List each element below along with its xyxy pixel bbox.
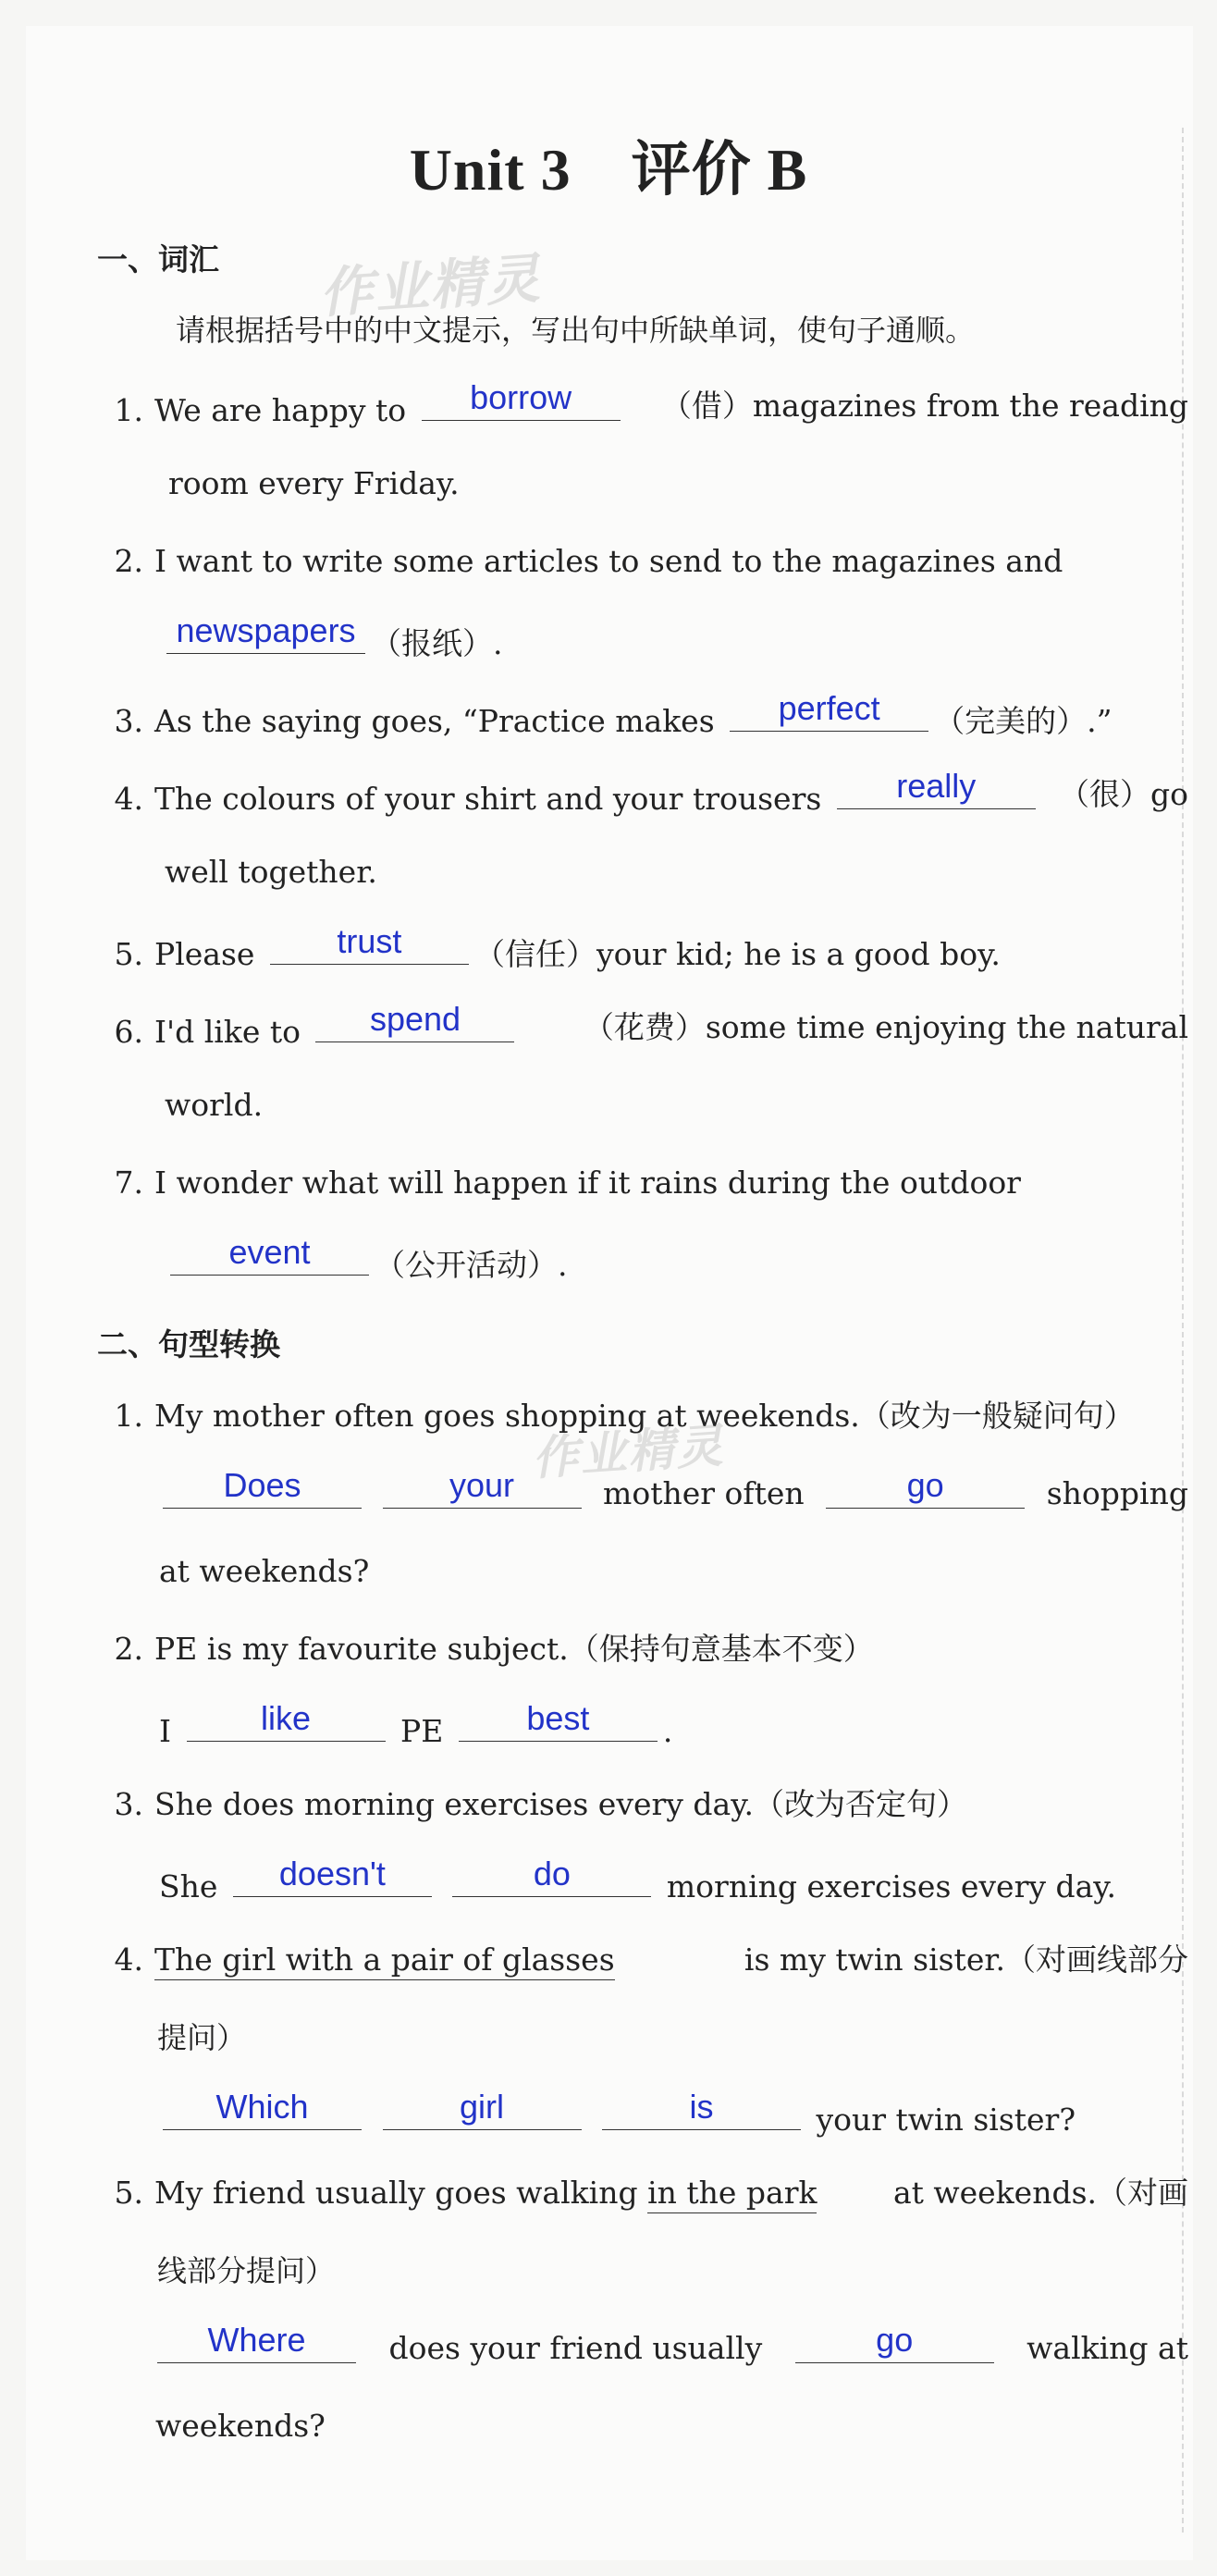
- transform-item: 1. My mother often goes shopping at weekends.（改为一般疑问句）: [114, 1398, 1135, 1434]
- answer-blank[interactable]: perfect: [730, 697, 928, 732]
- answer-blank[interactable]: Which: [163, 2096, 362, 2130]
- transform-answer-line: Does your mother often go shopping: [157, 1474, 1188, 1518]
- answer-blank[interactable]: like: [187, 1707, 386, 1742]
- transform-answer-line: Which girl is your twin sister?: [157, 2096, 1217, 2139]
- transform-item: 5. My friend usually goes walking in the park at weekends.（对画: [97, 2174, 1188, 2212]
- answer-blank[interactable]: go: [795, 2329, 994, 2363]
- transform-item-cont: weekends?: [155, 2408, 326, 2444]
- answer-blank[interactable]: girl: [383, 2096, 582, 2130]
- answer-blank[interactable]: spend: [315, 1008, 514, 1042]
- transform-item-cont: 线部分提问）: [157, 2253, 336, 2288]
- answer-blank[interactable]: Where: [157, 2329, 356, 2363]
- answer-blank[interactable]: is: [602, 2096, 801, 2130]
- instruction: 请根据括号中的中文提示，写出句中所缺单词，使句子通顺。: [176, 313, 976, 348]
- answer-blank[interactable]: newspapers: [166, 620, 365, 654]
- answer-blank[interactable]: trust: [270, 931, 469, 965]
- vocab-item-cont: event （公开活动）.: [166, 1241, 1217, 1285]
- transform-item: 3. She does morning exercises every day.（改为否定句）: [114, 1786, 967, 1822]
- answer-blank[interactable]: event: [170, 1241, 369, 1276]
- vocab-item-cont: world.: [165, 1087, 264, 1123]
- vocab-item: 4. The colours of your shirt and your trousers really （很）go: [114, 767, 1188, 817]
- vocab-item-cont: well together.: [165, 854, 377, 890]
- answer-blank[interactable]: doesn't: [233, 1863, 432, 1897]
- section-heading: 二、句型转换: [97, 1326, 280, 1362]
- transform-item: 2. PE is my favourite subject.（保持句意基本不变）: [114, 1631, 874, 1667]
- transform-item-cont: at weekends?: [159, 1553, 370, 1589]
- answer-blank[interactable]: do: [452, 1863, 651, 1897]
- underlined-phrase: in the park: [647, 2175, 817, 2213]
- vocab-item: 2. I want to write some articles to send to the magazines and: [114, 543, 1063, 579]
- answer-blank[interactable]: borrow: [422, 387, 621, 421]
- vocab-item: 1. We are happy to borrow （借）magazines from the reading: [114, 378, 1188, 428]
- watermark: 作业精灵: [530, 1418, 727, 1486]
- vocab-item: 7. I wonder what will happen if it rains during the outdoor: [114, 1165, 1021, 1201]
- transform-answer-line: Where does your friend usually go walking at: [157, 2329, 1188, 2368]
- vocab-item: 6. I'd like to spend （花费）some time enjoying the natural: [114, 1000, 1188, 1050]
- answer-blank[interactable]: really: [837, 775, 1036, 809]
- vocab-item-cont: room every Friday.: [168, 465, 460, 501]
- transform-answer-line: I like PE best .: [159, 1699, 673, 1749]
- watermark: 作业精灵: [317, 246, 544, 326]
- vocab-item: 3. As the saying goes, “Practice makes perfect （完美的）.”: [114, 689, 1113, 739]
- transform-answer-line: She doesn't do morning exercises every day.: [159, 1855, 1117, 1904]
- answer-blank[interactable]: go: [826, 1474, 1025, 1509]
- vocab-item-cont: newspapers （报纸）.: [163, 620, 1217, 663]
- vocab-item: 5. Please trust （信任）your kid; he is a good boy.: [114, 922, 1001, 972]
- transform-item-cont: 提问）: [157, 2020, 247, 2055]
- section-heading: 一、词汇: [97, 241, 219, 277]
- page-title: Unit 3 评价 B: [409, 137, 808, 203]
- transform-item: 4. The girl with a pair of glasses is my twin sister.（对画线部分: [97, 1941, 1188, 1979]
- answer-blank[interactable]: best: [459, 1707, 658, 1742]
- answer-blank[interactable]: your: [383, 1474, 582, 1509]
- underlined-phrase: The girl with a pair of glasses: [154, 1941, 615, 1980]
- answer-blank[interactable]: Does: [163, 1474, 362, 1509]
